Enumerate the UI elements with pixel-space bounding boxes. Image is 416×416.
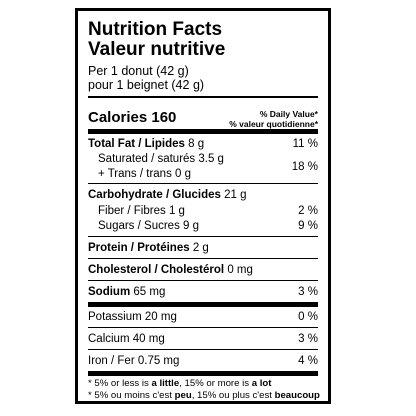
fat-label: Total Fat / Lipides <box>88 138 185 150</box>
serving-size-french: pour 1 beignet (42 g) <box>88 78 205 92</box>
daily-value-header-english: % Daily Value* <box>259 109 318 119</box>
calcium-label: Calcium <box>88 333 130 345</box>
potassium-row <box>88 310 318 324</box>
title-french: Valeur nutritive <box>88 39 226 60</box>
iron-dv: 4 % <box>298 355 318 367</box>
carbohydrate-label: Carbohydrate / Glucides <box>88 189 221 201</box>
carbohydrate-row <box>88 188 318 202</box>
footnote-french-peu: peu <box>174 390 192 401</box>
footnote-english-lot: a lot <box>251 378 272 389</box>
fibre-label: Fiber / Fibres <box>98 205 166 217</box>
potassium-amount: 20 mg <box>144 311 177 323</box>
trans-label: + Trans / trans <box>98 168 172 180</box>
sodium-amount: 65 mg <box>133 286 166 298</box>
sodium-row <box>88 285 318 299</box>
divider-carb <box>88 236 318 237</box>
calcium-amount: 40 mg <box>132 333 165 345</box>
daily-value-header-french: % valeur quotidienne* <box>229 119 318 129</box>
divider-fat <box>88 183 318 184</box>
calcium-dv: 3 % <box>298 333 318 345</box>
calcium-row <box>88 332 318 346</box>
sugars-dv: 9 % <box>298 220 318 232</box>
sugars-label: Sugars / Sucres <box>98 220 180 232</box>
cholesterol-label: Cholesterol / Cholestérol <box>88 264 225 276</box>
footnote-french-middle: , 15% ou plus c'est <box>191 390 275 401</box>
footnote-french <box>88 390 322 402</box>
protein-amount: 2 g <box>192 242 209 254</box>
saturated-amount: 3.5 g <box>198 153 224 165</box>
footnote-french-beaucoup: beaucoup <box>274 390 320 401</box>
calories-row <box>88 110 176 126</box>
fat-dv: 11 % <box>292 138 318 150</box>
iron-row <box>88 354 318 368</box>
footnote-english-prefix: * 5% or less is <box>88 378 152 389</box>
calories-label: Calories <box>88 109 148 126</box>
divider-protein <box>88 258 318 259</box>
fibre-row <box>88 204 318 218</box>
nutrition-facts-panel <box>75 8 331 404</box>
cholesterol-amount: 0 mg <box>227 264 253 276</box>
iron-amount: 0.75 mg <box>137 355 180 367</box>
fat-amount: 8 g <box>188 138 205 150</box>
calories-value: 160 <box>151 109 177 126</box>
serving-divider <box>88 96 318 98</box>
trans-amount: 0 g <box>175 168 192 180</box>
potassium-dv: 0 % <box>298 311 318 323</box>
serving-size-english: Per 1 donut (42 g) <box>88 64 189 78</box>
daily-value-header <box>229 109 318 129</box>
sugars-row <box>88 219 318 233</box>
fibre-dv: 2 % <box>298 205 318 217</box>
sodium-dv: 3 % <box>298 286 318 298</box>
divider-cholesterol <box>88 280 318 281</box>
sodium-label: Sodium <box>88 286 131 298</box>
calories-divider <box>88 129 318 134</box>
trans-row <box>88 167 318 181</box>
protein-label: Protein / Protéines <box>88 242 190 254</box>
potassium-label: Potassium <box>88 311 142 323</box>
fibre-amount: 1 g <box>168 205 185 217</box>
protein-row <box>88 241 318 255</box>
saturated-trans-dv: 18 % <box>291 161 318 173</box>
footnote-english-middle: , 15% or more is <box>179 378 252 389</box>
iron-label: Iron / Fer <box>88 355 135 367</box>
saturated-label: Saturated / saturés <box>98 153 196 165</box>
footnote-french-prefix: * 5% ou moins c'est <box>88 390 175 401</box>
footnote-divider <box>88 371 318 376</box>
title-english: Nutrition Facts <box>88 19 223 40</box>
vitamins-divider <box>88 302 318 307</box>
sugars-amount: 9 g <box>183 220 200 232</box>
saturated-row <box>88 152 318 166</box>
fat-row <box>88 137 318 151</box>
footnote-english-little: a little <box>151 378 180 389</box>
cholesterol-row <box>88 263 318 277</box>
divider-calcium <box>88 349 318 350</box>
footnote-english <box>88 378 322 390</box>
carbohydrate-amount: 21 g <box>224 189 247 201</box>
divider-potassium <box>88 327 318 328</box>
